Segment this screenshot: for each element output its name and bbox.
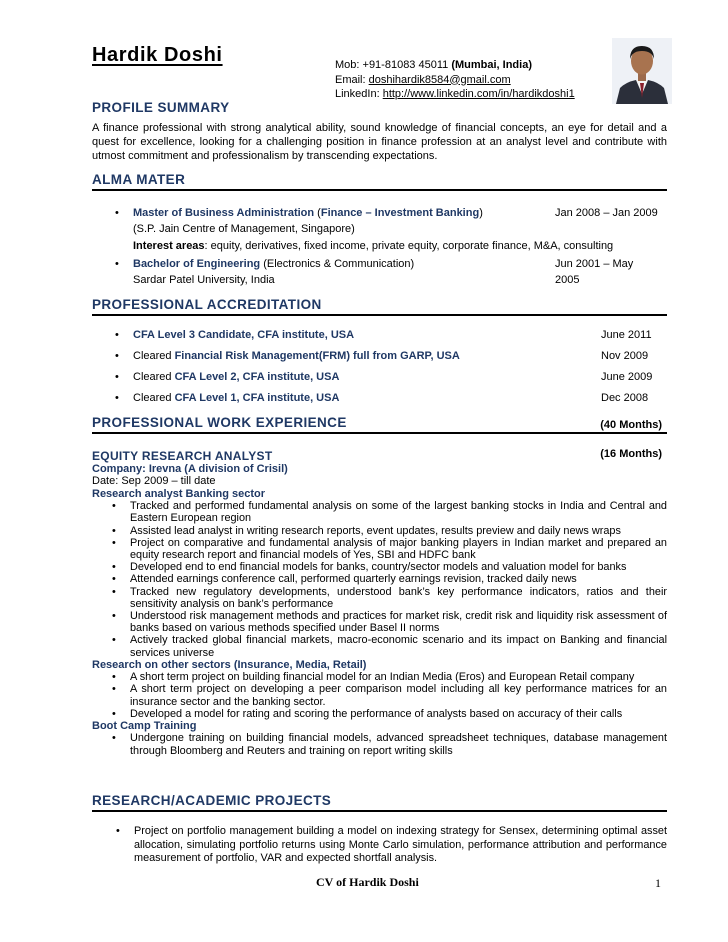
total-experience: (40 Months) <box>600 419 662 431</box>
list-item: • Actively tracked global financial markets, macro-economic scenario and its impact on Banking and financial services universe <box>92 634 667 658</box>
page-number: 1 <box>655 876 661 890</box>
mobile-number: +91-81083 45011 <box>362 59 449 71</box>
list-item: • Assisted lead analyst in writing research reports, event updates, results preview and daily news wraps <box>92 525 667 537</box>
footer-title: CV of Hardik Doshi <box>316 875 419 889</box>
accreditation-date: Nov 2009 <box>601 350 649 362</box>
be-degree: Bachelor of Engineering <box>133 258 261 270</box>
list-item: • Developed a model for rating and scoring the performance of analysts based on accuracy of their calls <box>92 708 667 720</box>
mba-school: (S.P. Jain Centre of Management, Singapore) <box>133 223 355 236</box>
bullet: • <box>115 258 119 270</box>
be-dates: Jun 2001 – May 2005 <box>555 258 634 287</box>
mba-degree: Master of Business Administration <box>133 207 315 219</box>
mba-specialization: Finance – Investment Banking <box>320 207 480 219</box>
accreditation-item: • Cleared CFA Level 1, CFA institute, USA Dec 2008 <box>115 392 649 404</box>
research-projects-heading: RESEARCH/ACADEMIC PROJECTS <box>92 793 667 812</box>
mba-dates: Jan 2008 – Jan 2009 <box>555 207 658 219</box>
email-line: Email: doshihardik8584@gmail.com <box>335 73 511 86</box>
accreditation-item: • CFA Level 3 Candidate, CFA institute, USA June 2011 <box>115 329 652 341</box>
accreditation-date: June 2009 <box>601 371 653 383</box>
boot-camp-heading: Boot Camp Training <box>92 720 197 733</box>
profile-summary-heading: PROFILE SUMMARY <box>92 100 230 115</box>
list-item: • A short term project on developing a peer comparison model including all key performance matrices for an insurance sector and the banking sector. <box>92 683 667 707</box>
other-sectors-list <box>92 671 667 720</box>
work-experience-body <box>92 447 667 757</box>
company: Company: Irevna (A division of Crisil) <box>92 463 288 475</box>
accreditation-heading: PROFESSIONAL ACCREDITATION <box>92 297 667 316</box>
education-be <box>115 256 660 289</box>
location: (Mumbai, India) <box>451 59 532 71</box>
mobile-line: Mob: +91-81083 45011 (Mumbai, India) <box>335 59 532 71</box>
be-school: Sardar Patel University, India <box>133 274 275 287</box>
email-link[interactable]: doshihardik8584@gmail.com <box>368 73 511 86</box>
list-item: • Developed end to end financial models for banks, country/sector models and valuation model for banks <box>92 561 667 573</box>
accreditation-list <box>115 329 660 413</box>
bullet: • <box>115 207 119 219</box>
other-sectors-heading: Research on other sectors (Insurance, Media, Retail) <box>92 658 367 671</box>
list-item: • Project on portfolio management building a model on indexing strategy for Sensex, determining optimal asset allocation, simulating portfolio returns using Monte Carlo simulation, performance attribution and performance measurement of portfolio, VAR and expected shortfall analysis. <box>96 825 667 866</box>
list-item: • Undergone training on building financial models, advanced spreadsheet techniques, database management through Bloomberg and Reuters and training on report writing skills <box>92 732 667 756</box>
list-item: • Project on comparative and fundamental analysis of major banking players in Indian market and prepared an equity research report and financial models of Yes, SBI and HDFC bank <box>92 537 667 561</box>
list-item: • Understood risk management methods and practices for market risk, credit risk and liquidity risk assessment of banks based on various methods specified under Basel II norms <box>92 610 667 634</box>
research-projects-list <box>96 825 667 866</box>
alma-mater-heading: ALMA MATER <box>92 172 667 191</box>
profile-photo <box>612 38 672 104</box>
accreditation-date: Dec 2008 <box>601 392 649 404</box>
list-item: • A short term project on building financial model for an Indian Media (Eros) and European Retail company <box>92 671 667 683</box>
education-mba: • Master of Business Administration (Finance – Investment Banking) Jan 2008 – Jan 2009 (S.P. Jain Centre of Management, Singapore) Interest areas: equity, derivatives, fixed income, private equity, corporate finance, M&A, consulting <box>115 205 660 254</box>
list-item: • Tracked and performed fundamental analysis on some of the largest banking stocks in India and Central and Eastern European region <box>92 500 667 524</box>
mba-interests: Interest areas: equity, derivatives, fixed income, private equity, corporate finance, M&A, consulting <box>133 239 614 252</box>
accreditation-date: June 2011 <box>601 329 652 341</box>
work-experience-heading: PROFESSIONAL WORK EXPERIENCE (40 Months) <box>92 415 667 434</box>
banking-sector-heading: Research analyst Banking sector <box>92 487 266 500</box>
accreditation-item: • Cleared Financial Risk Management(FRM) full from GARP, USA Nov 2009 <box>115 350 649 362</box>
linkedin-line: LinkedIn: http://www.linkedin.com/in/hardikdoshi1 <box>335 88 575 100</box>
contact-block <box>335 58 575 102</box>
linkedin-link[interactable]: http://www.linkedin.com/in/hardikdoshi1 <box>382 88 575 100</box>
person-photo-icon <box>612 38 672 104</box>
profile-summary-text: A finance professional with strong analytical ability, sound knowledge of financial concepts, an eye for detail and a quest for excellence, looking for a challenging position in finance profession at an analyst level and contribute with utmost commitment and professionalism by transcending expectations. <box>92 122 667 162</box>
list-item: • Attended earnings conference call, performed quarterly earnings revision, tracked daily news <box>92 573 667 585</box>
list-item: • Tracked new regulatory developments, understood bank’s key performance indicators, ratios and their sensitivity analysis on bank’s performance <box>92 586 667 610</box>
boot-camp-list <box>92 732 667 756</box>
employment-date: Date: Sep 2009 – till date <box>92 475 216 488</box>
role-duration: (16 Months) <box>600 448 662 460</box>
candidate-name: Hardik Doshi <box>92 44 223 66</box>
accreditation-item: • Cleared CFA Level 2, CFA institute, USA June 2009 <box>115 371 653 383</box>
banking-sector-list <box>92 500 667 659</box>
be-specialization: (Electronics & Communication) <box>260 258 415 270</box>
role-title: EQUITY RESEARCH ANALYST <box>92 449 273 463</box>
